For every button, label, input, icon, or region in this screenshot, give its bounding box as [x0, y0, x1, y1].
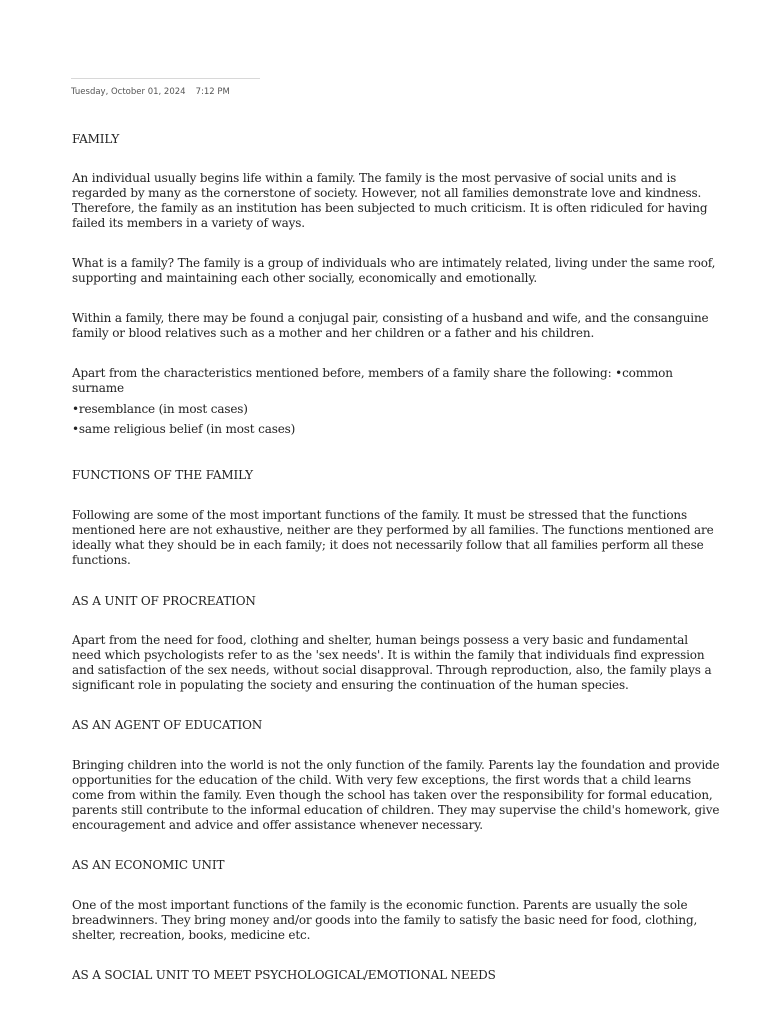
section-heading-education: AS AN AGENT OF EDUCATION	[72, 718, 263, 732]
page-title: FAMILY	[72, 132, 120, 146]
composition-paragraph: Within a family, there may be found a conjugal pair, consisting of a husband and wife, and the consanguine family or blood relatives such as a mother and her children or a father and his children.	[72, 311, 709, 340]
education-paragraph: Bringing children into the world is not the only function of the family. Parents lay the foundation and provide opportunities for the education of the child. With very few exceptions, the first words that a child learns come from within the family. Even though the school has taken over the responsibility for formal education, parents still contribute to the informal education of children. They may supervise the child's homework, give encouragement and advice and offer assistance whenever necessary.	[72, 758, 720, 832]
section-heading-functions: FUNCTIONS OF THE FAMILY	[72, 468, 253, 482]
definition-paragraph: What is a family? The family is a group of individuals who are intimately related, living under the same roof, supporting and maintaining each other socially, economically and emotionally.	[72, 256, 716, 285]
note-time: 7:12 PM	[195, 87, 230, 97]
bullet-item-resemblance: •resemblance (in most cases)	[72, 402, 248, 416]
section-heading-social: AS A SOCIAL UNIT TO MEET PSYCHOLOGICAL/EMOTIONAL NEEDS	[72, 968, 496, 982]
procreation-paragraph: Apart from the need for food, clothing and shelter, human beings possess a very basic and fundamental need which psychologists refer to as the 'sex needs'. It is within the family that individuals find expression and satisfaction of the sex needs, without social disapproval. Through reproduction, also, the family plays a significant role in populating the society and ensuring the continuation of the human species.	[72, 633, 712, 692]
note-date: Tuesday, October 01, 2024	[71, 87, 186, 97]
bullet-item-religious-belief: •same religious belief (in most cases)	[72, 422, 296, 436]
section-heading-economic: AS AN ECONOMIC UNIT	[72, 858, 225, 872]
section-heading-procreation: AS A UNIT OF PROCREATION	[72, 594, 256, 608]
characteristics-paragraph: Apart from the characteristics mentioned before, members of a family share the following: •common surname	[72, 366, 673, 395]
intro-paragraph: An individual usually begins life within a family. The family is the most pervasive of social units and is regarded by many as the cornerstone of society. However, not all families demonstrate love and kindness. Therefore, the family as an institution has been subjected to much criticism. It is often ridiculed for having failed its members in a variety of ways.	[72, 171, 708, 230]
note-timestamp	[71, 87, 230, 97]
economic-paragraph: One of the most important functions of the family is the economic function. Parents are usually the sole breadwinners. They bring money and/or goods into the family to satisfy the basic need for food, clothing, shelter, recreation, books, medicine etc.	[72, 898, 698, 942]
header-divider	[71, 78, 260, 79]
functions-paragraph: Following are some of the most important functions of the family. It must be stressed that the functions mentioned here are not exhaustive, neither are they performed by all families. The functions mentioned are ideally what they should be in each family; it does not necessarily follow that all families perform all these functions.	[72, 508, 714, 567]
